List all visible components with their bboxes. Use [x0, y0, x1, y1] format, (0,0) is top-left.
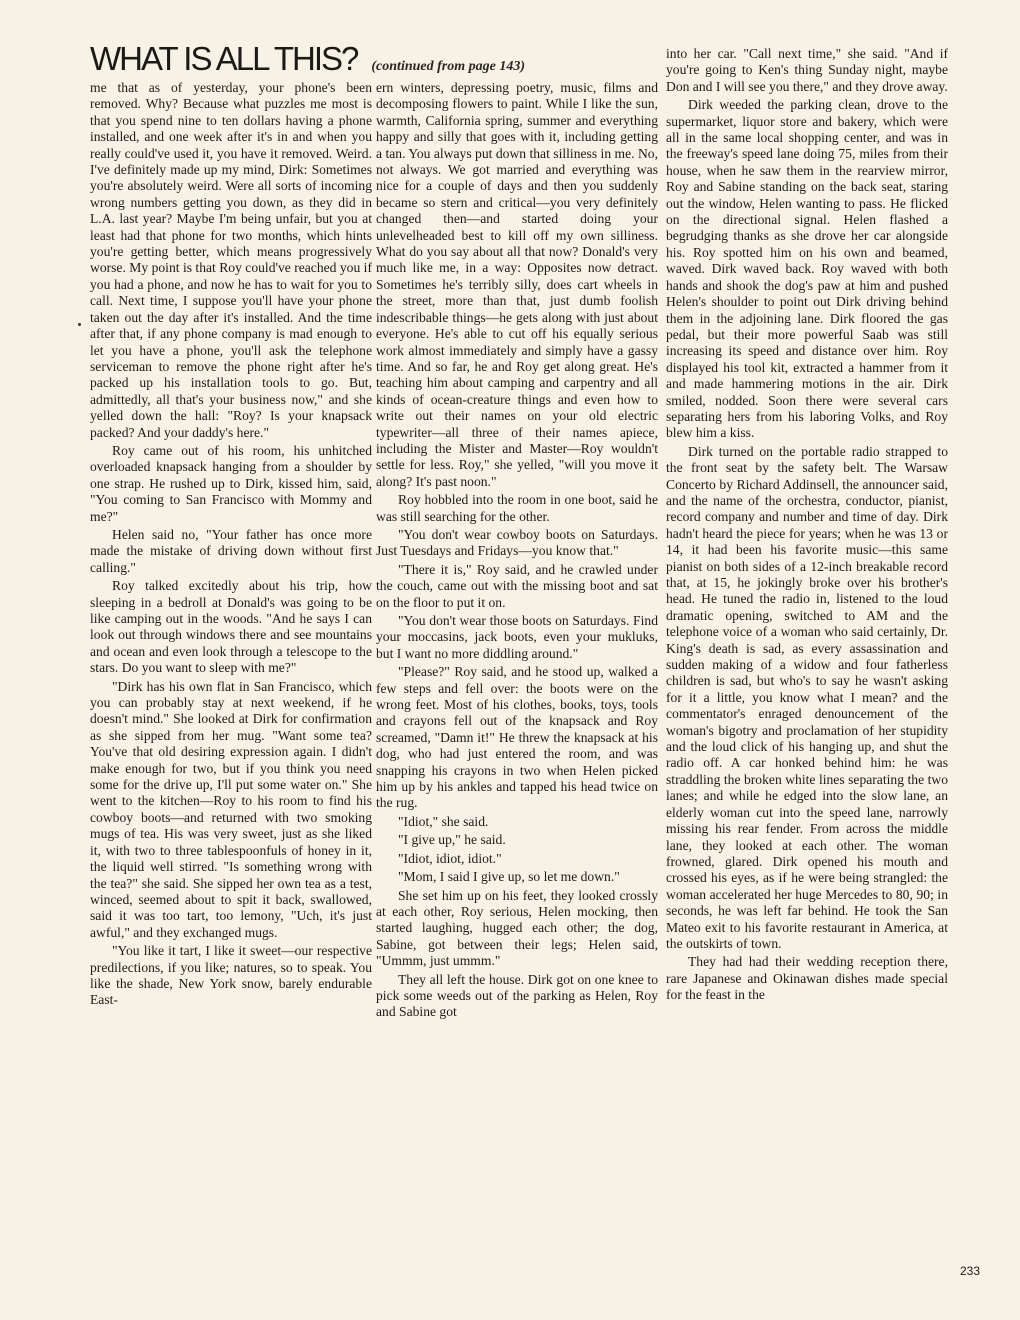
paragraph: They all left the house. Dirk got on one knee to pick some weeds out of the parking as Helen, Roy and Sabine got: [376, 971, 658, 1020]
paragraph: "Please?" Roy said, and he stood up, walked a few steps and fell over: the boots were on the wrong feet. Most of his clothes, books, toys, tools and crayons fell out of the knapsack and Roy screamed, "Damn it!" He threw the knapsack at his dog, who had just entered the room, and was snapping his crayons in two when Helen picked him up by his ankles and tapped his head twice on the rug.: [376, 664, 658, 811]
text-column-2: [376, 80, 658, 1280]
margin-dot: [78, 323, 81, 326]
paragraph: me that as of yesterday, your phone's been removed. Why? Because what puzzles me most is that you spend nine to ten dollars having a phone installed, and one week after it's in and when you really could've used it, you have it removed. Weird. I've definitely made up my mind, Dirk: Sometimes you're absolutely weird. Were all sorts of incoming wrong numbers getting you down, as they did in L.A. last year? Maybe I'm being unfair, but you at least had that phone for two months, which hints you're getting better, which means progressively worse. My point is that Roy could've reached you if you had a phone, and now he has to wait for you to call. Next time, I suppose you'll have your phone taken out the day after it's installed. And the time after that, if any phone company is mad enough to let you have a phone, you'll ask the telephone serviceman to remove the phone right after he's packed up his installation tools to go. But, admittedly, all that's your business now," and she yelled down the hall: "Roy? Is your knapsack packed? And your daddy's here.": [90, 80, 372, 440]
paragraph: Roy came out of his room, his unhitched overloaded knapsack hanging from a shoulder by one strap. He rushed up to Dirk, kissed him, said, "You coming to San Francisco with Mommy and me?": [90, 442, 372, 524]
paragraph: Roy hobbled into the room in one boot, said he was still searching for the other.: [376, 492, 658, 524]
paragraph: "You don't wear cowboy boots on Saturdays. Just Tuesdays and Fridays—you know that.": [376, 526, 658, 559]
paragraph: "You don't wear those boots on Saturdays. Find your moccasins, jack boots, even your mukluks, but I want no more diddling around.": [376, 613, 658, 661]
paragraph: Dirk weeded the parking clean, drove to the supermarket, liquor store and bakery, which were all in the same local shopping center, and was in the freeway's speed lane doing 75, miles from their house, when he saw them in the rearview mirror, Roy and Sabine standing on the back seat, staring out the window, Helen wanting to pass. He flicked on the directional signal. Helen flashed a begrudging thanks as she drove her car alongside his. Roy spotted him on his own and beamed, waved. Dirk waved back. Roy waved with both hands and shook the dog's paw at him and pushed Helen's shoulder to point out Dirk driving behind them in the adjoining lane. Dirk floored the gas pedal, but their more powerful Saab was still increasing its speed and distance over him. Roy displayed his tool kit, extracted a hammer from it and made hammering motions in the air. Dirk smiled, nodded. Soon there were several cars separating hers from his laboring Volks, and Roy blew him a kiss.: [666, 97, 948, 441]
paragraph: They had had their wedding reception there, rare Japanese and Okinawan dishes made special for the feast in the: [666, 954, 948, 1003]
paragraph: "You like it tart, I like it sweet—our respective predilections, if you like; natures, so to speak. You like the shade, New York snow, barely endurable East-: [90, 943, 372, 1008]
paragraph: Roy talked excitedly about his trip, how sleeping in a bedroll at Donald's was going to be like camping out in the woods. "And he says I can look out through windows there and see mountains and ocean and even look through a telescope to the stars. Do you want to sleep with me?": [90, 578, 372, 676]
text-column-1: [90, 80, 372, 1280]
paragraph: "Idiot, idiot, idiot.": [398, 850, 502, 866]
page-number: 233: [960, 1264, 981, 1278]
paragraph: "I give up," he said.: [398, 832, 506, 848]
paragraph: "There it is," Roy said, and he crawled under the couch, came out with the missing boot and sat on the floor to put it on.: [376, 561, 658, 610]
continued-from-note: (continued from page 143): [371, 59, 525, 74]
paragraph: ern winters, depressing poetry, music, films and decomposing flowers to paint. While I like the sun, warmth, California spring, summer and everything happy and silly that goes with it, including getting a tan. You always put down that silliness in me. No, not always. We got married and everything was nice for a couple of days and then you suddenly became so stern and critical—you very definitely changed then—and started doing your unlevelheaded best to kill off my own silliness. What do you say about all that now? Donald's very much like me, in a way: Opposites now detract. Sometimes he's terribly silly, does cart wheels in the street, more than that, just dumb foolish indescribable things—he gets along with just about everyone. He's able to cut off his equally serious work almost immediately and simply have a gassy time. And so far, he and Roy get along great. He's teaching him about camping and carpentry and all kinds of ocean-creature things and even how to write out their names on your old electric typewriter—all three of their names apiece, including the Mister and Master—Roy wouldn't settle for less. Roy," she yelled, "will you move it along? It's past noon.": [376, 80, 658, 489]
paragraph: into her car. "Call next time," she said. "And if you're going to Ken's thing Sunday night, maybe Don and I will see you there," and they drove away.: [666, 46, 948, 94]
paragraph: Dirk turned on the portable radio strapped to the front seat by the safety belt. The Warsaw Concerto by Richard Addinsell, the announcer said, and the name of the orchestra, conductor, pianist, record company and number and time of day. Dirk hadn't heard the piece for years; when he was 13 or 14, it had been his favorite music—this same pianist on both sides of a 12-inch breakable record that, at 15, he jokingly broke over his brother's head. He tuned the radio in, listened to the loud dramatic opening, switched to AM and the telephone voice of a woman who said certainly, Dr. King's death is sad, as every assassination and sudden making of a widow and four fatherless children is sad, but who's to say he wasn't asking for it a little, you know what I mean? and the commentator's enraged denouncement of the woman's bigotry and proclamation of her stupidity and the loud click of his hanging up, and shut the radio off. A car honked behind him: he was straddling the broken white lines separating the two lanes; and while he edged into the slow lane, an elderly woman cut into the speed lane, narrowly missing his rear fender. From across the middle lane, they looked at each other. The woman frowned, glared. Dirk opened his mouth and crossed his eyes, as if he were being strangled: the woman accelerated her huge Mercedes to 80, 90; in seconds, he was left far behind. He took the San Mateo exit to his favorite restaurant in America, at the outskirts of town.: [666, 443, 948, 951]
article-title: WHAT IS ALL THIS?: [90, 40, 358, 77]
paragraph: "Idiot," she said.: [398, 813, 489, 829]
text-column-3: [666, 46, 948, 1280]
paragraph: "Dirk has his own flat in San Francisco, which you can probably stay at next weekend, if he doesn't mind." She looked at Dirk for confirmation as she sipped from her mug. "Want some tea? You've that old desiring expression again. I didn't make enough for two, but if you think you need some for the drive up, I'll put some water on." She went to the kitchen—Roy to his room to find his cowboy boots—and returned with two smoking mugs of tea. His was very sweet, just as she liked it, with two to three tablespoonfuls of honey in it, the liquid well stirred. "Is something wrong with the tea?" she said. She sipped her own tea as a test, winced, seemed about to spit it back, swallowed, said it was too tart, too lemony, "Uch, it's just awful," and they exchanged mugs.: [90, 678, 372, 940]
paragraph: She set him up on his feet, they looked crossly at each other, Roy serious, Helen mocking, then started laughing, hugged each other; the dog, Sabine, got between their legs; Helen said, "Ummm, just ummm.": [376, 887, 658, 969]
paragraph: Helen said no, "Your father has once more made the mistake of driving down without first calling.": [90, 526, 372, 575]
paragraph: "Mom, I said I give up, so let me down.": [398, 869, 620, 885]
